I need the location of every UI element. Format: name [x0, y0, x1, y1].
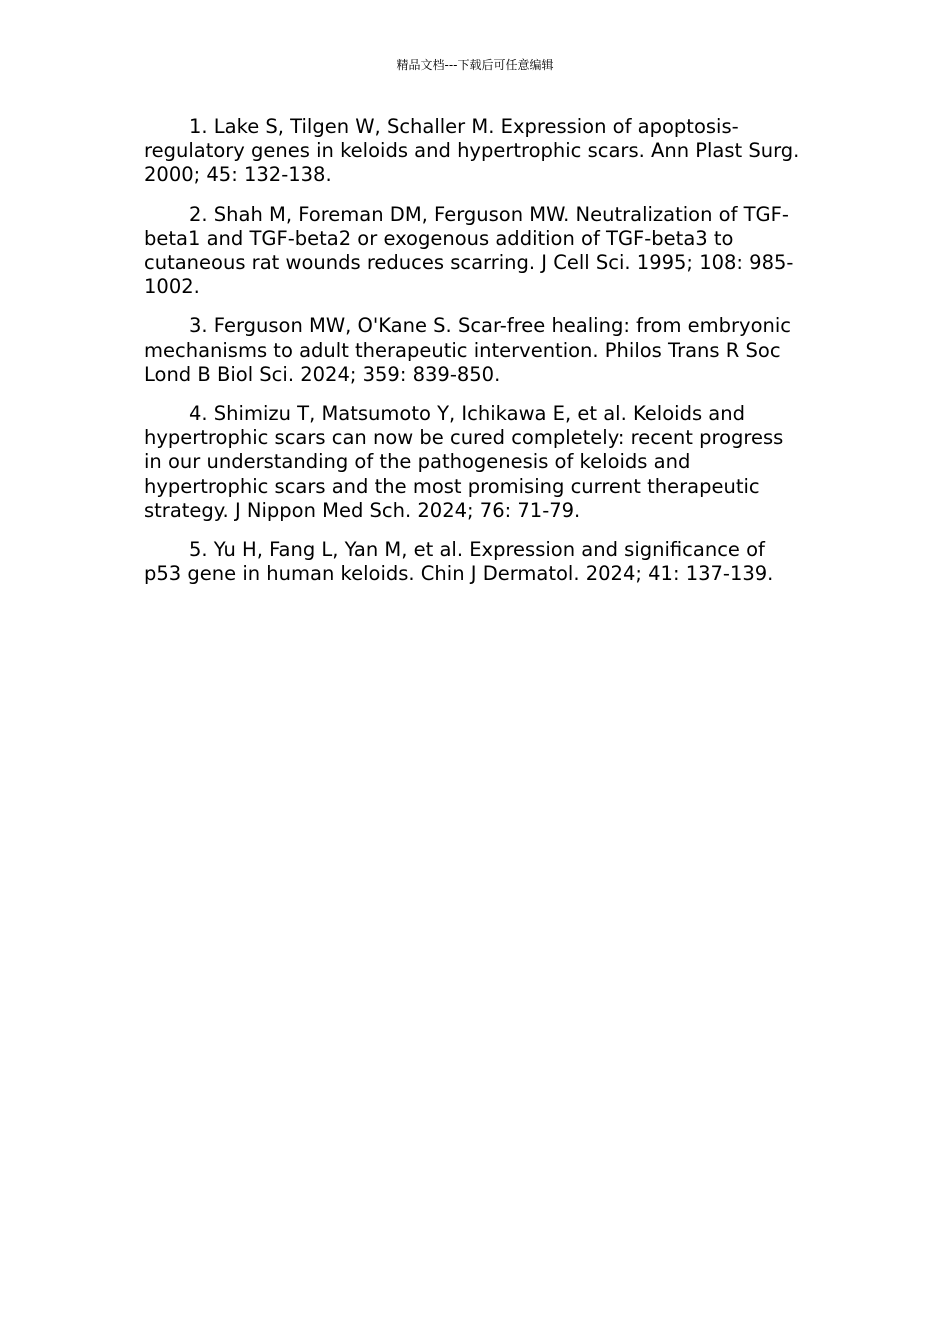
reference-item: 1. Lake S, Tilgen W, Schaller M. Expression of apoptosis-regulatory genes in keloids and hypertrophic scars. Ann Plast Surg. 2000; 45: 132-138. [144, 115, 800, 187]
reference-item: 4. Shimizu T, Matsumoto Y, Ichikawa E, et al. Keloids and hypertrophic scars can now be cured completely: recent progress in our understanding of the pathogenesis of keloids and hypertrophic scars and the most promising current therapeutic strategy. J Nippon Med Sch. 2024; 76: 71-79. [144, 402, 784, 522]
reference-list [144, 115, 804, 601]
reference-item: 2. Shah M, Foreman DM, Ferguson MW. Neutralization of TGF-beta1 and TGF-beta2 or exogenous addition of TGF-beta3 to cutaneous rat wounds reduces scarring. J Cell Sci. 1995; 108: 985-1002. [144, 202, 794, 299]
reference-item: 3. Ferguson MW, O'Kane S. Scar-free healing: from embryonic mechanisms to adult therapeutic intervention. Philos Trans R Soc Lond B Biol Sci. 2024; 359: 839-850. [144, 314, 792, 386]
reference-item: 5. Yu H, Fang L, Yan M, et al. Expression and significance of p53 gene in human keloids. Chin J Dermatol. 2024; 41: 137-139. [144, 538, 774, 586]
page-header: 精品文档---下载后可任意编辑 [396, 58, 554, 72]
